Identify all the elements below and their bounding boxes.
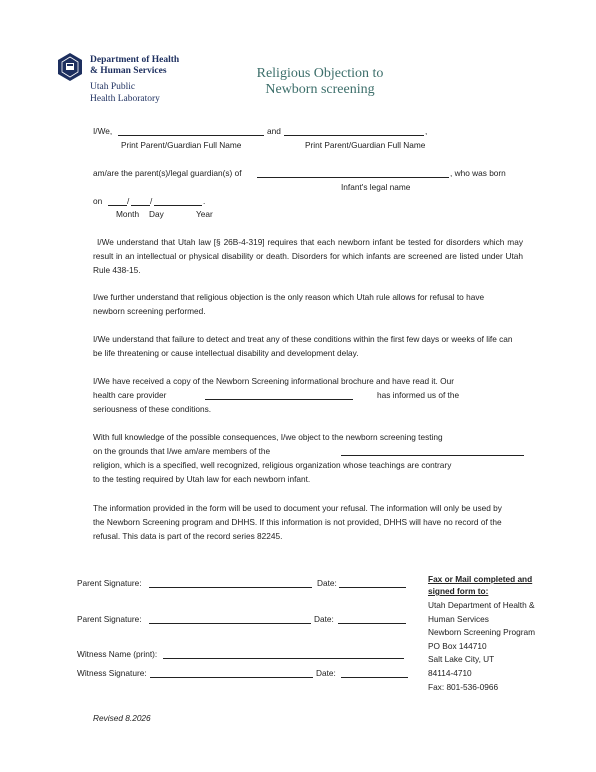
witness-signature-label: Witness Signature: — [77, 668, 147, 678]
date-label-3: Date: — [316, 668, 336, 678]
parent1-signature-label: Parent Signature: — [77, 578, 142, 588]
parent2-name-field[interactable] — [284, 135, 424, 136]
paragraph-utah-law: I/We understand that Utah law [§ 26B-4-319] requires that each newborn infant be tested for disorders which may result in an intellectual or physical disability or death. Disorders for which infants are screened are listed under Utah Rule 438-15. — [93, 237, 523, 275]
parent2-signature-label: Parent Signature: — [77, 614, 142, 624]
year-caption: Year — [196, 209, 213, 219]
iwe-label: I/We, — [93, 126, 113, 136]
date-field-3[interactable] — [341, 677, 408, 678]
health-care-provider-field[interactable] — [205, 399, 353, 400]
mail-line: Salt Lake City, UT — [428, 654, 495, 665]
witness-name-field[interactable] — [163, 658, 404, 659]
date-field-1[interactable] — [339, 587, 406, 588]
paragraph-brochure-4: seriousness of these conditions. — [93, 404, 212, 414]
paragraph-brochure-1: I/We have received a copy of the Newborn Screening informational brochure and have read it. Our — [93, 376, 454, 386]
mail-line: Utah Department of Health & — [428, 600, 535, 610]
religion-field[interactable] — [341, 455, 524, 456]
title-line1: Religious Objection to — [256, 66, 384, 81]
infant-name-field[interactable] — [257, 177, 449, 178]
mail-fax: Fax: 801-536-0966 — [428, 681, 499, 692]
on-label: on — [93, 196, 103, 206]
paragraph-brochure-2: health care provider — [93, 390, 167, 400]
paragraph-consequences-2: on the grounds that I/we am/are members of the — [93, 446, 271, 456]
birth-month-field[interactable] — [108, 205, 127, 206]
paragraph-failure-to-detect: I/We understand that failure to detect and treat any of these conditions within the first few days or weeks of life can be life threatening or cause intellectual disability and development delay. — [93, 334, 513, 358]
parent1-name-field[interactable] — [118, 135, 264, 136]
parent2-signature-field[interactable] — [149, 623, 311, 624]
paragraph-brochure-3: has informed us of the — [377, 390, 460, 400]
date-slash-2: / — [150, 196, 153, 206]
birth-day-field[interactable] — [131, 205, 150, 206]
date-slash-1: / — [127, 196, 130, 206]
parent2-caption: Print Parent/Guardian Full Name — [305, 140, 426, 150]
paragraph-religious-objection: I/we further understand that religious objection is the only reason which Utah rule allows for refusal to have newborn screening performed. — [93, 292, 485, 316]
brand-line2: & Human Services — [90, 66, 167, 76]
mail-line: 84114-4710 — [428, 667, 472, 678]
mail-line: Human Services — [428, 613, 489, 624]
parent1-caption: Print Parent/Guardian Full Name — [121, 140, 242, 150]
comma: , — [425, 126, 428, 136]
mail-heading-2: signed form to: — [428, 586, 489, 596]
revised-date: Revised 8.2026 — [93, 713, 151, 723]
brand-line4: Health Laboratory — [90, 94, 160, 104]
paragraph-consequences-4: to the testing required by Utah law for each newborn infant. — [93, 474, 311, 484]
dhhs-logo — [57, 52, 187, 108]
witness-name-label: Witness Name (print): — [77, 649, 158, 659]
day-caption: Day — [149, 209, 164, 219]
paragraph-data-usage: The information provided in the form will be used to document your refusal. The information will only be used by the Newborn Screening program and DHHS. If this information is not provided, DHHS will have no record of the refusal. This data is part of the record series 82245. — [93, 503, 502, 541]
mail-heading-1: Fax or Mail completed and — [428, 574, 533, 584]
date-period: . — [203, 196, 206, 206]
mail-to-block — [428, 573, 578, 694]
date-field-2[interactable] — [338, 623, 406, 624]
date-label-2: Date: — [314, 614, 334, 624]
utah-seal-icon — [57, 52, 83, 82]
and-label: and — [267, 126, 281, 136]
born-suffix: , who was born — [450, 168, 506, 178]
birth-year-field[interactable] — [154, 205, 202, 206]
parent1-signature-field[interactable] — [149, 587, 312, 588]
form-title — [230, 66, 410, 98]
guardian-prefix: am/are the parent(s)/legal guardian(s) of — [93, 168, 242, 178]
mail-line: Newborn Screening Program — [428, 627, 535, 638]
paragraph-consequences-3: religion, which is a specified, well recognized, religious organization whose teachings are contrary — [93, 460, 452, 470]
title-line2: Newborn screening — [265, 82, 375, 97]
infant-caption: Infant's legal name — [341, 182, 411, 192]
brand-line3: Utah Public — [90, 82, 136, 92]
month-caption: Month — [116, 209, 140, 219]
witness-signature-field[interactable] — [150, 677, 313, 678]
paragraph-consequences-1: With full knowledge of the possible consequences, I/we object to the newborn screening testing — [93, 432, 443, 442]
date-label-1: Date: — [317, 578, 337, 588]
brand-line1: Department of Health — [90, 55, 180, 65]
mail-line: PO Box 144710 — [428, 640, 487, 651]
